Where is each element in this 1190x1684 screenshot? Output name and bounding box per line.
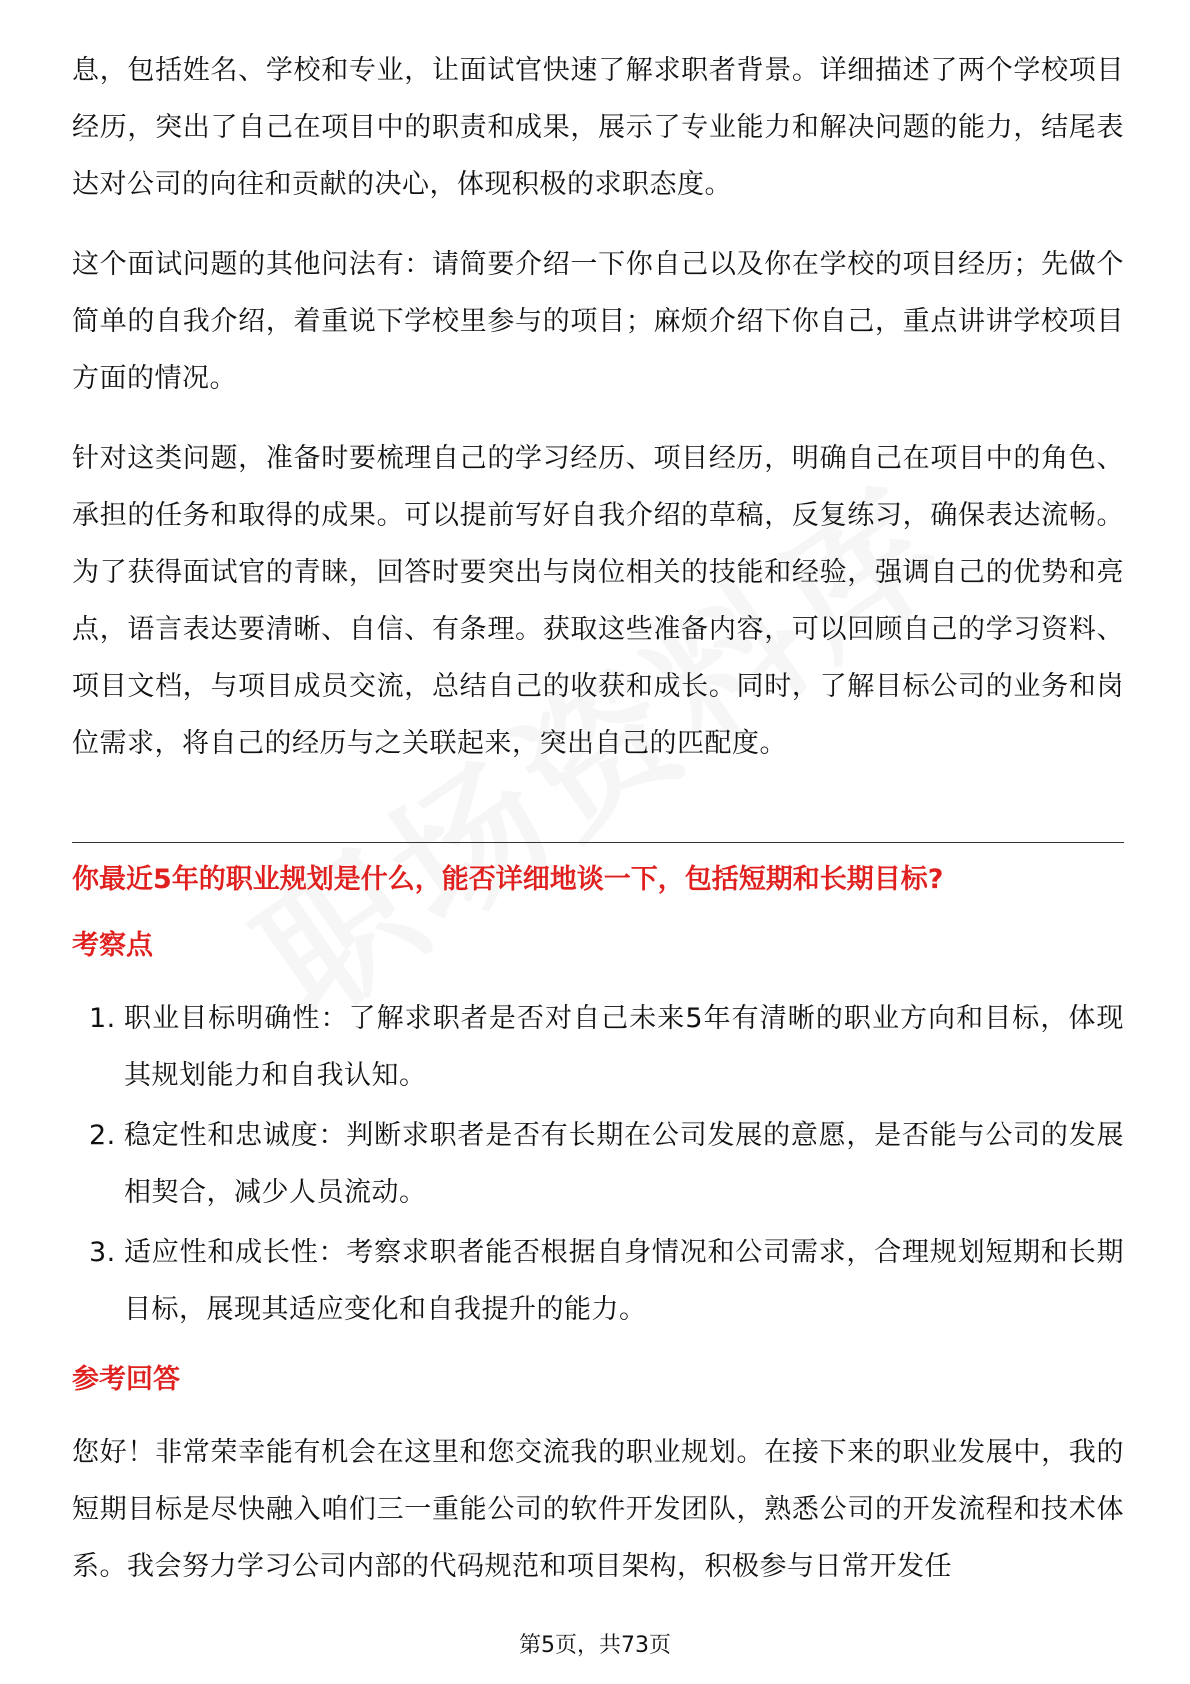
- section-divider: [72, 842, 1124, 843]
- list-item-text: 适应性和成长性：考察求职者能否根据自身情况和公司需求，合理规划短期和长期目标，展现其适应变化和自我提升的能力。: [124, 1237, 1124, 1325]
- list-item-text: 职业目标明确性：了解求职者是否对自己未来5年有清晰的职业方向和目标，体现其规划能力和自我认知。: [124, 1003, 1124, 1091]
- intro-section: [72, 42, 1124, 795]
- answer-paragraph: 您好！非常荣幸能有机会在这里和您交流我的职业规划。在接下来的职业发展中，我的短期目标是尽快融入咱们三一重能公司的软件开发团队，熟悉公司的开发流程和技术体系。我会努力学习公司内部的代码规范和项目架构，积极参与日常开发任: [72, 1437, 1124, 1582]
- list-number: 1.: [89, 1003, 116, 1034]
- list-number: 3.: [89, 1237, 116, 1268]
- list-item-text: 稳定性和忠诚度：判断求职者是否有长期在公司发展的意愿，是否能与公司的发展相契合，减少人员流动。: [124, 1120, 1124, 1208]
- list-item: [72, 1107, 1124, 1221]
- list-item: [72, 990, 1124, 1104]
- page-footer: 第5页，共73页: [519, 1633, 671, 1658]
- points-list: [72, 990, 1124, 1338]
- question-heading: 你最近5年的职业规划是什么，能否详细地谈一下，包括短期和长期目标?: [72, 864, 944, 895]
- paragraph: 息，包括姓名、学校和专业，让面试官快速了解求职者背景。详细描述了两个学校项目经历，突出了自己在项目中的职责和成果，展示了专业能力和解决问题的能力，结尾表达对公司的向往和贡献的决心，体现积极的求职态度。: [72, 55, 1124, 200]
- question-section: [72, 860, 1124, 1595]
- paragraph: 针对这类问题，准备时要梳理自己的学习经历、项目经历，明确自己在项目中的角色、承担的任务和取得的成果。可以提前写好自我介绍的草稿，反复练习，确保表达流畅。为了获得面试官的青睐，回答时要突出与岗位相关的技能和经验，强调自己的优势和亮点，语言表达要清晰、自信、有条理。获取这些准备内容，可以回顾自己的学习资料、项目文档，与项目成员交流，总结自己的收获和成长。同时，了解目标公司的业务和岗位需求，将自己的经历与之关联起来，突出自己的匹配度。: [72, 443, 1124, 759]
- points-heading: 考察点: [72, 930, 153, 961]
- answer-heading: 参考回答: [72, 1364, 180, 1395]
- paragraph: 这个面试问题的其他问法有：请简要介绍一下你自己以及你在学校的项目经历；先做个简单的自我介绍，着重说下学校里参与的项目；麻烦介绍下你自己，重点讲讲学校项目方面的情况。: [72, 249, 1124, 394]
- list-item: [72, 1224, 1124, 1338]
- list-number: 2.: [89, 1120, 116, 1151]
